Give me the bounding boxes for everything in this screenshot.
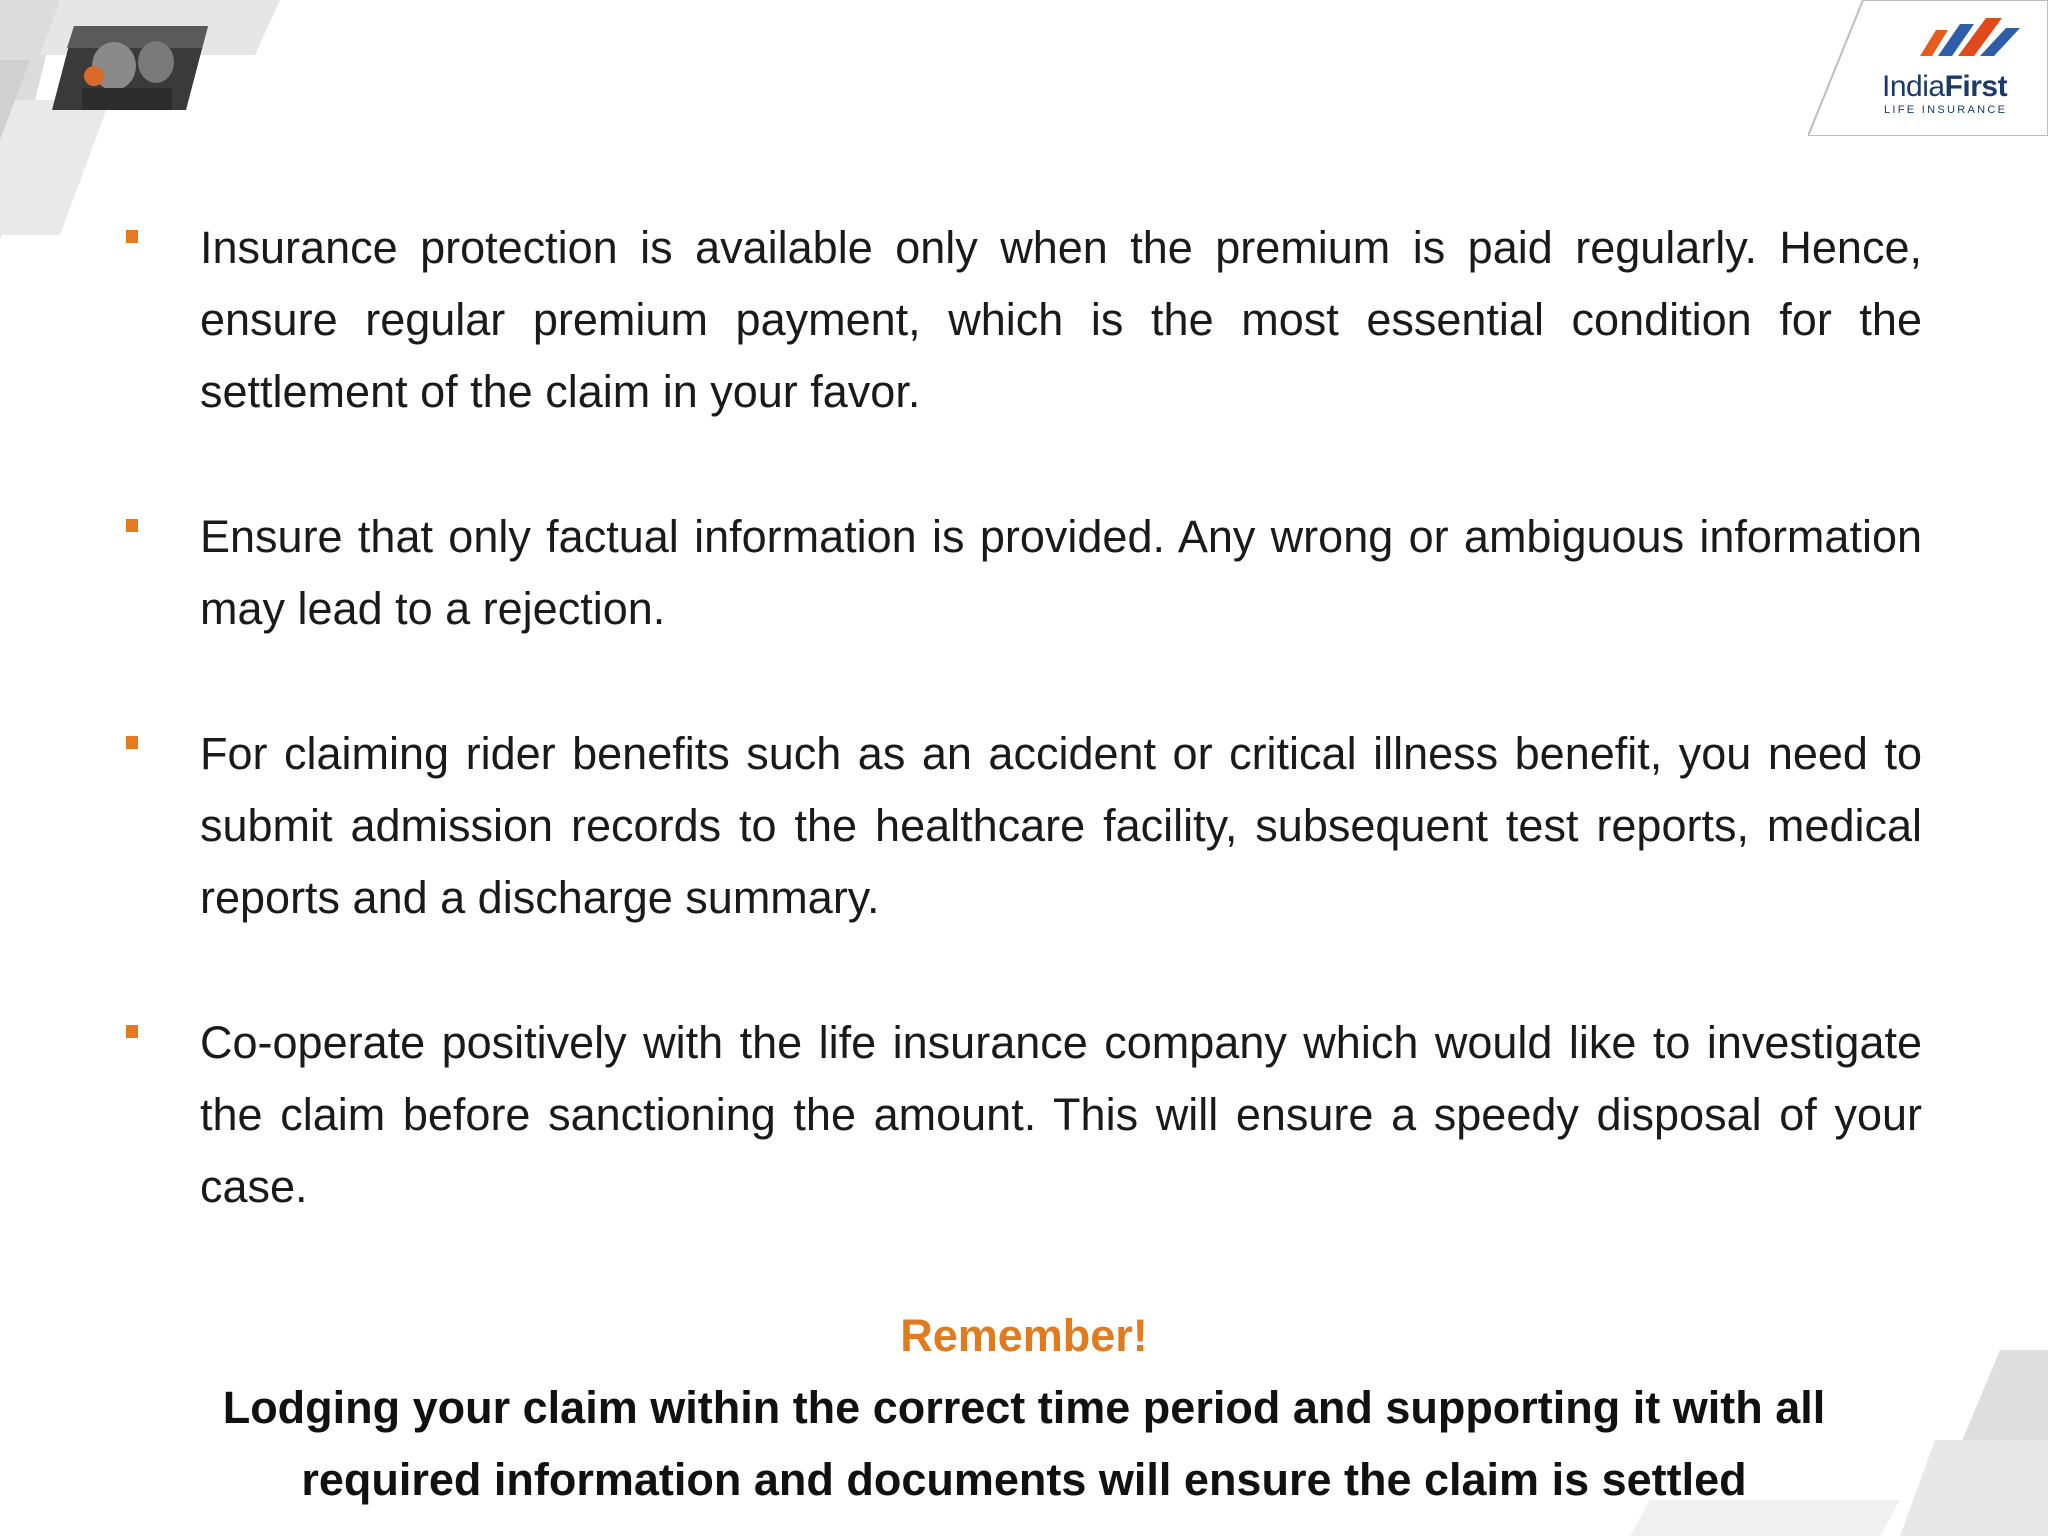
bullet-item [200,718,1922,934]
bullet-list [200,212,1922,1296]
bullet-item [200,501,1922,645]
remember-text: Lodging your claim within the correct time period and supporting it with all required information and documents will ensure the claim is settled [222,1382,1826,1505]
bullet-text: Ensure that only factual information is provided. Any wrong or ambiguous information may lead to a rejection. [200,511,1922,634]
bullet-item [200,212,1922,428]
bullet-square-icon [126,519,138,532]
bullet-item [200,1007,1922,1223]
children-photo [52,26,208,110]
bullet-square-icon [126,1025,138,1038]
remember-heading: Remember! [900,1310,1148,1361]
bullet-text: For claiming rider benefits such as an accident or critical illness benefit, you need to submit admission records to the healthcare facility, subsequent test reports, medical reports and a discharge summary. [200,728,1922,923]
logo-tagline: LIFE INSURANCE [1884,104,2008,116]
bullet-square-icon [126,230,138,243]
indiafirst-logo [1808,0,2048,136]
bullet-square-icon [126,736,138,749]
logo-brand-text: IndiaFirst [1882,70,2008,103]
bullet-text: Insurance protection is available only when the premium is paid regularly. Hence, ensure regular premium payment, which is the most essential condition for the settlement of the claim in your favor. [200,222,1922,417]
bullet-text: Co-operate positively with the life insurance company which would like to investigate the claim before sanctioning the amount. This will ensure a speedy disposal of your case. [200,1017,1922,1212]
